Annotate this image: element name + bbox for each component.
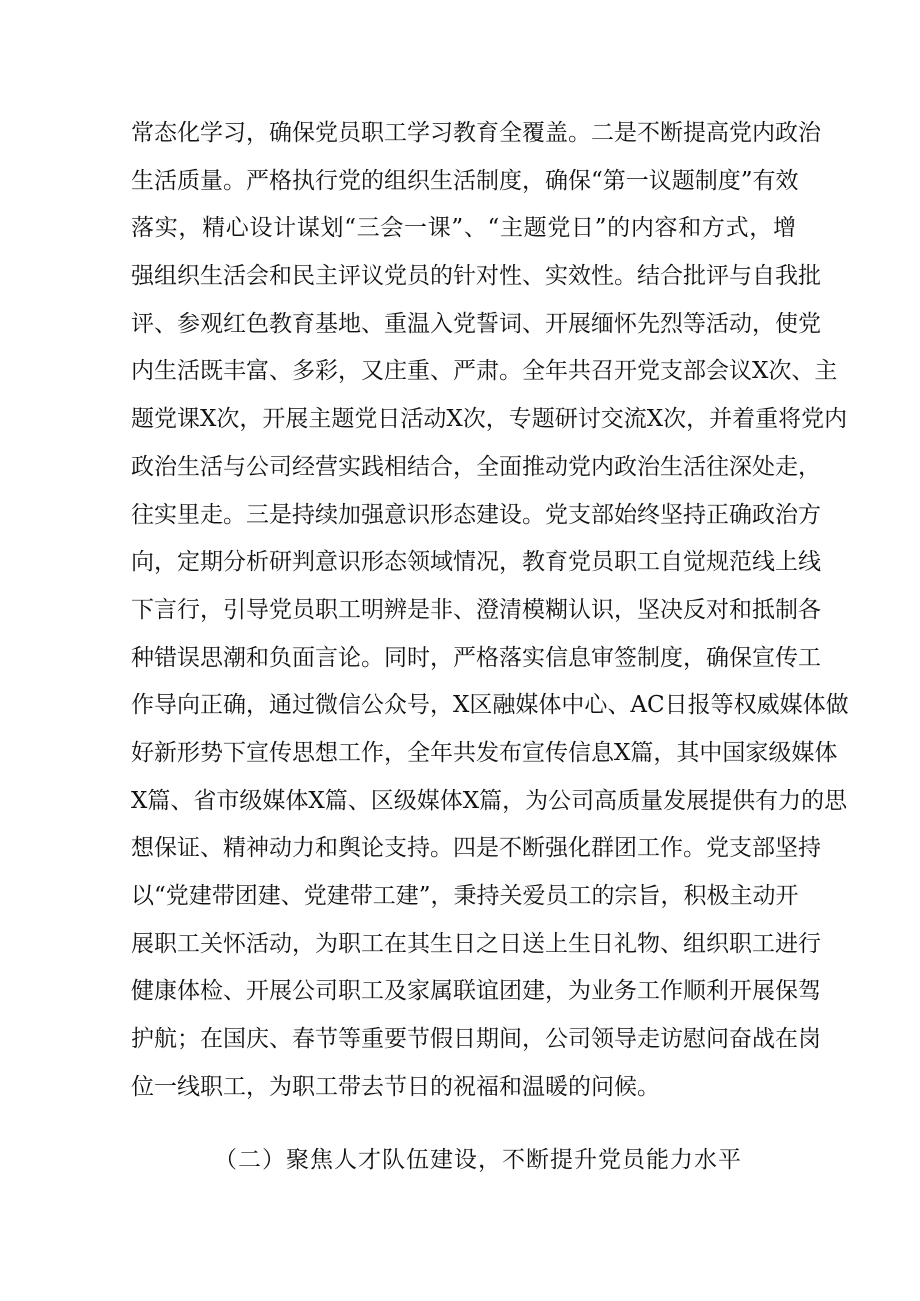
body-line: 内生活既丰富、多彩，又庄重、严肃。全年共召开党支部会议X次、主 (131, 358, 838, 385)
body-line: 落实，精心设计谋划“三会一课”、“主题党日”的内容和方式，增 (131, 215, 796, 242)
body-line: 强组织生活会和民主评议党员的针对性、实效性。结合批评与自我批 (131, 263, 821, 290)
body-line: 往实里走。三是持续加强意识形态建设。党支部始终坚持正确政治方 (131, 501, 821, 528)
body-line: 想保证、精神动力和舆论支持。四是不断强化群团工作。党支部坚持 (131, 835, 821, 862)
body-line: 生活质量。严格执行党的组织生活制度，确保“第一议题制度”有效 (131, 167, 799, 194)
body-line: 题党课X次，开展主题党日活动X次，专题研讨交流X次，并着重将党内 (131, 406, 848, 433)
section-heading: （二）聚焦人才队伍建设，不断提升党员能力水平 (214, 1147, 742, 1173)
body-line: 以“党建带团建、党建带工建”，秉持关爱员工的宗旨，积极主动开 (131, 883, 799, 909)
body-line: 好新形势下宣传思想工作，全年共发布宣传信息X篇，其中国家级媒体 (131, 739, 838, 766)
body-line: 护航；在国庆、春节等重要节假日期间，公司领导走访慰问奋战在岗 (131, 1026, 821, 1053)
body-line: 评、参观红色教育基地、重温入党誓词、开展缅怀先烈等活动，使党 (131, 310, 821, 337)
body-line: 向，定期分析研判意识形态领域情况，教育党员职工自觉规范线上线 (131, 549, 821, 576)
body-line: 健康体检、开展公司职工及家属联谊团建，为业务工作顺利开展保驾 (131, 978, 821, 1005)
body-line: 展职工关怀活动，为职工在其生日之日送上生日礼物、组织职工进行 (131, 930, 821, 957)
body-line: 种错误思潮和负面言论。同时，严格落实信息审签制度，确保宣传工 (131, 644, 821, 671)
body-line: 常态化学习，确保党员职工学习教育全覆盖。二是不断提高党内政治 (131, 120, 821, 146)
body-line: X篇、省市级媒体X篇、区级媒体X篇，为公司高质量发展提供有力的思 (131, 787, 848, 814)
body-line: 位一线职工，为职工带去节日的祝福和温暖的问候。 (131, 1073, 660, 1100)
body-paragraph (131, 110, 849, 1111)
body-line: 下言行，引导党员职工明辨是非、澄清模糊认识，坚决反对和抵制各 (131, 596, 821, 623)
body-line: 作导向正确，通过微信公众号，X区融媒体中心、AC日报等权威媒体做 (131, 692, 849, 719)
body-line: 政治生活与公司经营实践相结合，全面推动党内政治生活往深处走， (131, 453, 821, 480)
